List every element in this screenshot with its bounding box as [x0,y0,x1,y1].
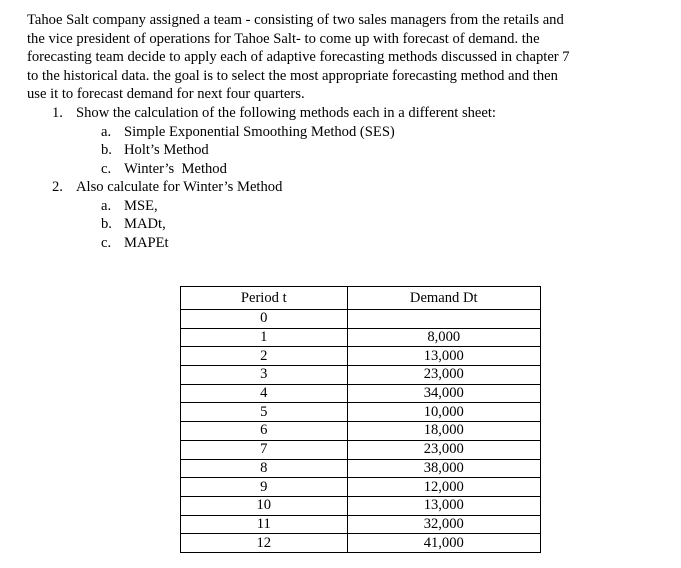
table-row [181,347,541,366]
sub-item-letter: c. [101,234,112,251]
table-row [181,384,541,403]
demand-cell: 38,000 [347,459,540,478]
intro-line: the vice president of operations for Tahoe Salt- to come up with forecast of demand. the [27,30,540,47]
period-cell: 9 [181,478,348,497]
sub-item-letter: a. [101,123,112,140]
period-cell: 12 [181,534,348,553]
table-row [181,459,541,478]
sub-item-letter: b. [101,142,112,158]
sub-item-letter: b. [101,216,112,232]
question-text: Show the calculation of the following methods each in a different sheet: [76,105,496,121]
period-cell: 3 [181,366,348,385]
sub-item-text: Holt’s Method [124,142,209,158]
period-cell: 7 [181,440,348,459]
period-cell: 4 [181,384,348,403]
sub-item-text: Simple Exponential Smoothing Method (SES) [124,123,395,140]
header-period: Period t [181,287,348,310]
table-row [181,328,541,347]
question-number: 1. [52,105,63,121]
demand-cell: 34,000 [347,384,540,403]
period-cell: 8 [181,459,348,478]
table-body [181,310,541,553]
demand-cell [347,310,540,329]
demand-cell: 23,000 [347,440,540,459]
period-cell: 2 [181,347,348,366]
period-cell: 5 [181,403,348,422]
table-row [181,310,541,329]
sub-item-text: MAPEt [124,234,169,251]
demand-cell: 13,000 [347,496,540,515]
intro-line: to the historical data. the goal is to select the most appropriate forecasting method and then [27,67,558,84]
intro-line: forecasting team decide to apply each of adaptive forecasting methods discussed in chapter 7 [27,49,570,66]
intro-paragraph [27,11,667,104]
demand-cell: 8,000 [347,328,540,347]
table-row [181,366,541,385]
demand-cell: 18,000 [347,422,540,441]
table-row [181,478,541,497]
demand-cell: 12,000 [347,478,540,497]
sub-item-letter: c. [101,160,112,177]
sub-item-text: MSE, [124,197,158,214]
sub-item-text: MADt, [124,216,166,232]
table-row [181,440,541,459]
question-number: 2. [52,179,63,195]
period-cell: 11 [181,515,348,534]
sub-item-letter: a. [101,197,112,214]
demand-cell: 23,000 [347,366,540,385]
sub-item-text: Winter’s Method [124,160,227,177]
demand-table [180,286,541,553]
table-header-row [181,287,541,310]
table-row [181,496,541,515]
table-row [181,403,541,422]
table-row [181,534,541,553]
demand-cell: 10,000 [347,403,540,422]
period-cell: 1 [181,328,348,347]
intro-line: use it to forecast demand for next four quarters. [27,86,305,103]
period-cell: 0 [181,310,348,329]
intro-line: Tahoe Salt company assigned a team - consisting of two sales managers from the retails and [27,12,564,28]
demand-cell: 32,000 [347,515,540,534]
header-demand: Demand Dt [347,287,540,310]
table-row [181,422,541,441]
demand-cell: 41,000 [347,534,540,553]
table-row [181,515,541,534]
question-text: Also calculate for Winter’s Method [76,179,283,195]
period-cell: 10 [181,496,348,515]
demand-cell: 13,000 [347,347,540,366]
period-cell: 6 [181,422,348,441]
